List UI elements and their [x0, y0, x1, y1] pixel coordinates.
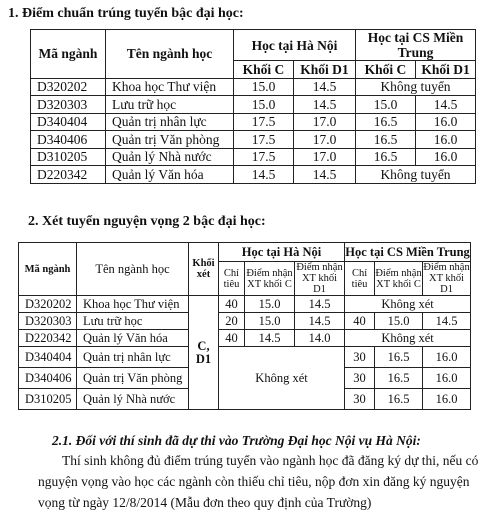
cell-mt-khong-xet: Không xét	[345, 330, 471, 347]
cell-mt-chi-tieu: 40	[345, 313, 375, 330]
cell-hn-d1: 17.0	[294, 131, 356, 149]
section-1-heading: 1. Điểm chuẩn trúng tuyển bậc đại học:	[8, 6, 244, 21]
cell-mt-d1: 16.0	[416, 131, 476, 149]
cell-mt-d1: 16.0	[416, 113, 476, 131]
cell-hn-d1: 17.0	[294, 113, 356, 131]
cell-code: D320202	[31, 78, 106, 96]
cell-code: D320303	[31, 96, 106, 114]
admission-score-table	[30, 29, 476, 184]
cell-mt-d1: 16.0	[423, 368, 471, 389]
header-code: Mã ngành	[31, 30, 106, 79]
cell-code: D310205	[31, 148, 106, 166]
header-mt-khoi-c: Khối C	[356, 61, 416, 79]
cell-hn-c: 15.0	[234, 78, 294, 96]
header-mt-diem-d1: Điểm nhận XT khối D1	[423, 262, 470, 295]
header-hn-diem-c: Điểm nhận XT khối C	[245, 262, 295, 296]
cell-hn-khong-xet: Không xét	[219, 347, 345, 410]
header-hn-chi-tieu: Chỉ tiêu	[219, 262, 245, 296]
cell-code: D340404	[19, 347, 77, 368]
cell-name: Khoa học Thư viện	[77, 296, 189, 313]
cell-code: D340404	[31, 113, 106, 131]
table-row	[19, 347, 471, 368]
header-mt-diem-c: Điểm nhận XT khối C	[375, 262, 423, 296]
cell-hn-d1: 14.5	[294, 166, 356, 184]
cell-code: D340406	[19, 368, 77, 389]
cell-code: D320202	[19, 296, 77, 313]
cell-mt-c: 16.5	[375, 347, 423, 368]
cell-hn-c: 17.5	[234, 148, 294, 166]
header-hanoi: Học tại Hà Nội	[219, 243, 345, 262]
cell-mt-chi-tieu: 30	[345, 347, 375, 368]
header-hn-diem-d1: Điểm nhận XT khối D1	[296, 262, 343, 295]
cell-hn-d1: 14.5	[295, 296, 345, 313]
table-row	[19, 313, 471, 330]
cell-mt-chi-tieu: 30	[345, 389, 375, 410]
header-name: Tên ngành học	[106, 30, 234, 79]
cell-hn-d1: 14.0	[295, 330, 345, 347]
cell-name: Quản lý Nhà nước	[106, 148, 234, 166]
cell-name: Quản trị Văn phòng	[106, 131, 234, 149]
cell-hn-d1: 14.5	[295, 313, 345, 330]
cell-name: Quản trị nhân lực	[77, 347, 189, 368]
cell-mt-c: 15.0	[375, 313, 423, 330]
cell-hn-c: 15.0	[245, 313, 295, 330]
second-choice-table	[18, 242, 471, 410]
cell-code: D320303	[19, 313, 77, 330]
header-name: Tên ngành học	[77, 243, 189, 296]
header-mien-trung: Học tại CS Miền Trung	[356, 30, 476, 61]
table-row	[19, 296, 471, 313]
cell-khoi-xet: C, D1	[189, 296, 219, 410]
paragraph-line: Thí sinh không đủ điểm trúng tuyển vào ngành học đã đăng ký dự thi, nếu có	[62, 453, 479, 468]
cell-hn-chi-tieu: 40	[219, 330, 245, 347]
table-row	[31, 148, 476, 166]
cell-name: Lưu trữ học	[106, 96, 234, 114]
cell-code: D340406	[31, 131, 106, 149]
cell-mt-c: 16.5	[375, 368, 423, 389]
cell-mt-chi-tieu: 30	[345, 368, 375, 389]
section-2-heading: 2. Xét tuyển nguyện vọng 2 bậc đại học:	[28, 214, 266, 229]
header-mien-trung: Học tại CS Miền Trung	[345, 243, 471, 262]
cell-mt-khong-xet: Không xét	[345, 296, 471, 313]
cell-name: Quản lý Văn hóa	[77, 330, 189, 347]
cell-hn-d1: 14.5	[294, 78, 356, 96]
cell-name: Quản lý Nhà nước	[77, 389, 189, 410]
cell-mt-c: 16.5	[356, 131, 416, 149]
cell-mt-c: 16.5	[356, 148, 416, 166]
cell-mt-d1: 16.0	[423, 389, 471, 410]
cell-name: Quản lý Văn hóa	[106, 166, 234, 184]
cell-hn-c: 15.0	[245, 296, 295, 313]
header-hanoi: Học tại Hà Nội	[234, 30, 356, 61]
cell-name: Quản trị Văn phòng	[77, 368, 189, 389]
cell-name: Khoa học Thư viện	[106, 78, 234, 96]
cell-mt-d1: 16.0	[423, 347, 471, 368]
cell-hn-chi-tieu: 20	[219, 313, 245, 330]
cell-mt-merged: Không tuyển	[356, 166, 476, 184]
subsection-heading: 2.1. Đối với thí sinh đã dự thi vào Trường Đại học Nội vụ Hà Nội:	[52, 433, 421, 448]
header-mt-chi-tieu: Chỉ tiêu	[345, 262, 375, 296]
cell-hn-c: 17.5	[234, 113, 294, 131]
cell-mt-c: 16.5	[375, 389, 423, 410]
cell-code: D220342	[31, 166, 106, 184]
cell-mt-d1: 16.0	[416, 148, 476, 166]
cell-name: Quản trị nhân lực	[106, 113, 234, 131]
cell-mt-d1: 14.5	[416, 96, 476, 114]
header-khoi-xet: Khối xét	[189, 243, 219, 296]
table-row	[31, 166, 476, 184]
cell-mt-c: 16.5	[356, 113, 416, 131]
subsection-paragraph	[38, 450, 478, 513]
table-row	[31, 96, 476, 114]
cell-hn-d1: 17.0	[294, 148, 356, 166]
paragraph-line: vọng từ ngày 12/8/2014 (Mẫu đơn theo quy định của Trường)	[38, 495, 372, 510]
header-code: Mã ngành	[19, 243, 77, 296]
cell-hn-c: 14.5	[245, 330, 295, 347]
cell-mt-c: 15.0	[356, 96, 416, 114]
cell-code: D310205	[19, 389, 77, 410]
cell-hn-c: 14.5	[234, 166, 294, 184]
cell-hn-c: 17.5	[234, 131, 294, 149]
table-row	[31, 78, 476, 96]
cell-hn-chi-tieu: 40	[219, 296, 245, 313]
header-mt-khoi-d1: Khối D1	[416, 61, 476, 79]
cell-mt-d1: 14.5	[423, 313, 471, 330]
cell-hn-c: 15.0	[234, 96, 294, 114]
paragraph-line: nguyện vọng vào học các ngành còn thiếu chỉ tiêu, nộp đơn xin đăng ký nguyện	[38, 474, 470, 489]
header-hanoi-khoi-c: Khối C	[234, 61, 294, 79]
cell-name: Lưu trữ học	[77, 313, 189, 330]
table-row	[31, 113, 476, 131]
header-hanoi-khoi-d1: Khối D1	[294, 61, 356, 79]
cell-mt-merged: Không tuyển	[356, 78, 476, 96]
cell-code: D220342	[19, 330, 77, 347]
cell-hn-d1: 14.5	[294, 96, 356, 114]
table-row	[19, 330, 471, 347]
table-row	[31, 131, 476, 149]
